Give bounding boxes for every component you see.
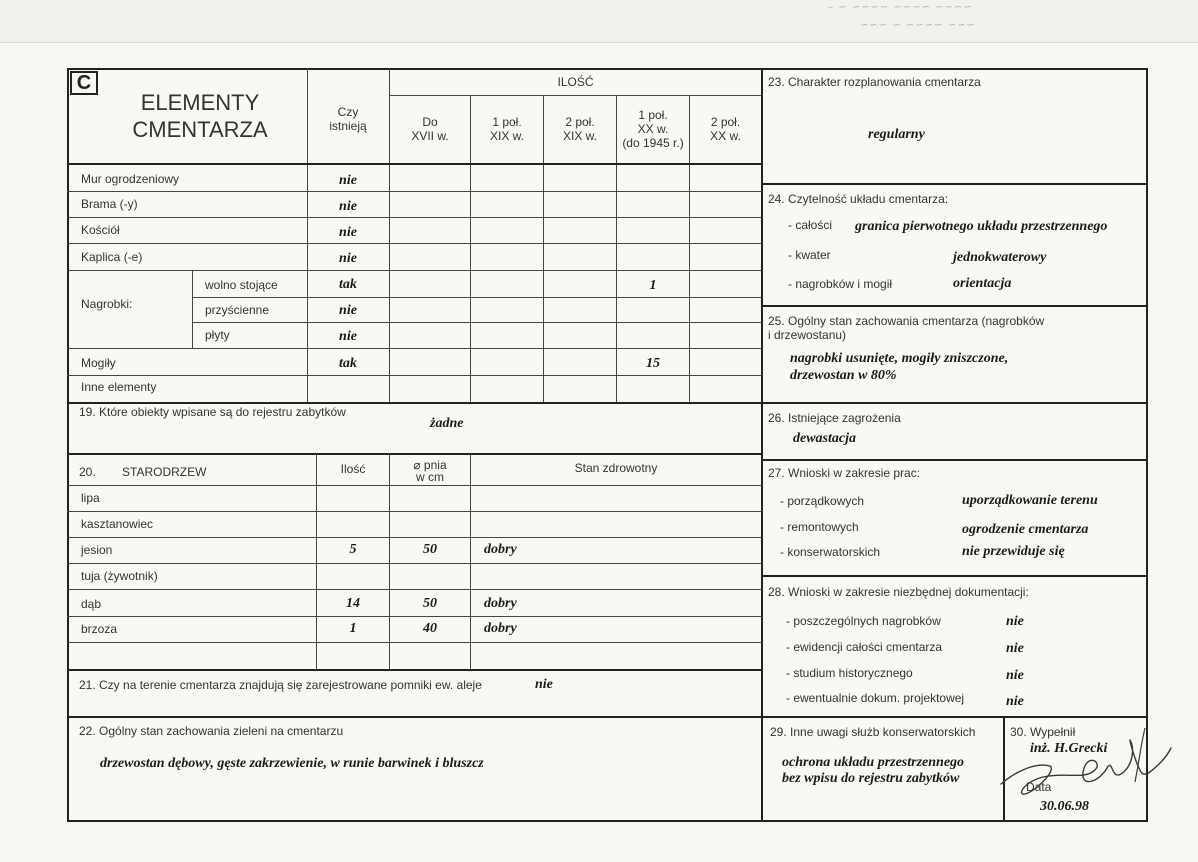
divider — [67, 163, 762, 165]
backing-sheet-edge — [0, 0, 1198, 43]
element-label: przyścienne — [205, 303, 270, 317]
q30-date-label: Data — [1026, 780, 1052, 794]
q21-answer: nie — [535, 677, 553, 692]
period-header: 1 poł. — [638, 108, 668, 122]
divider — [192, 322, 762, 323]
q24-item-label: - kwater — [788, 248, 831, 262]
element-label: Mogiły — [81, 356, 116, 370]
tree-name: lipa — [81, 491, 100, 505]
q24-item-answer: jednokwaterowy — [953, 250, 1047, 265]
element-exists: tak — [339, 277, 357, 292]
element-exists: tak — [339, 356, 357, 371]
element-label: Kościół — [81, 223, 120, 237]
q28-item-answer: nie — [1006, 694, 1024, 709]
tree-name: brzoza — [81, 622, 118, 636]
q25-label: 25. Ogólny stan zachowania cmentarza (nagrobków — [768, 314, 1045, 328]
q24-item-label: - nagrobków i mogił — [788, 277, 893, 291]
q23-label: 23. Charakter rozplanowania cmentarza — [768, 75, 981, 89]
element-exists: nie — [339, 251, 357, 266]
q28-label: 28. Wnioski w zakresie niezbędnej dokumentacji: — [768, 585, 1029, 599]
quantity-header: ILOŚĆ — [557, 75, 594, 89]
q23-answer: regularny — [868, 127, 925, 142]
q28-item-answer: nie — [1006, 614, 1024, 629]
q20-health-header: Stan zdrowotny — [574, 461, 658, 475]
element-exists: nie — [339, 173, 357, 188]
element-label: wolno stojące — [205, 278, 278, 292]
q27-item-label: - porządkowych — [780, 494, 865, 508]
q20-number: 20. — [79, 465, 96, 479]
q24-item-label: - całości — [788, 218, 833, 232]
q24-label: 24. Czytelność układu cmentarza: — [768, 192, 949, 206]
q27-label: 27. Wnioski w zakresie prac: — [768, 466, 921, 480]
q20-count-header: Ilość — [340, 462, 366, 476]
q21-label: 21. Czy na terenie cmentarza znajdują się zarejestrowane pomniki ew. aleje — [79, 678, 482, 692]
q20-title: STARODRZEW — [122, 465, 207, 479]
divider — [67, 589, 762, 590]
divider — [67, 669, 762, 671]
tree-diameter: 50 — [423, 542, 437, 557]
divider — [67, 191, 762, 192]
q28-item-label: - poszczególnych nagrobków — [786, 614, 941, 628]
divider — [67, 511, 762, 512]
element-quantity: 15 — [646, 356, 660, 371]
q28-item-label: - studium historycznego — [786, 666, 913, 680]
q28-item-answer: nie — [1006, 641, 1024, 656]
gravestones-label: Nagrobki: — [81, 297, 133, 311]
q26-answer: dewastacja — [793, 431, 856, 446]
element-label: Inne elementy — [81, 380, 157, 394]
divider — [67, 537, 762, 538]
q27-item-answer: uporządkowanie terenu — [962, 493, 1098, 508]
period-header: 2 poł. — [710, 115, 741, 129]
divider — [67, 217, 762, 218]
divider — [67, 375, 762, 376]
tree-health: dobry — [484, 621, 517, 636]
tree-name: dąb — [81, 597, 102, 611]
q29-answer: ochrona układu przestrzennego — [782, 755, 965, 770]
q22-label: 22. Ogólny stan zachowania zieleni na cmentarzu — [79, 724, 344, 738]
q20-diam-header: ⌀ pnia — [413, 458, 447, 472]
divider — [67, 616, 762, 617]
q28-item-label: - ewidencji całości cmentarza — [786, 640, 943, 654]
q27-item-label: - konserwatorskich — [780, 545, 881, 559]
tree-count: 5 — [349, 542, 357, 557]
divider — [316, 454, 317, 670]
element-label: Kaplica (-e) — [81, 250, 143, 264]
faint-stamp-marks-2: ∽∽∽ ∽ ∽∽∽∽ ∽∽∽ — [860, 20, 976, 31]
divider — [67, 642, 762, 643]
q30-label: 30. Wypełnił — [1010, 725, 1076, 739]
q25-answer: nagrobki usunięte, mogiły zniszczone, — [790, 351, 1009, 366]
q28-item-label: - ewentualnie dokum. projektowej — [786, 691, 965, 705]
divider-main — [761, 68, 763, 822]
tree-name: jesion — [81, 543, 113, 557]
divider — [389, 454, 390, 670]
element-exists: nie — [339, 225, 357, 240]
tree-diameter: 50 — [423, 596, 437, 611]
exists-header-line1: Czy — [337, 105, 359, 119]
period-header: XVII w. — [411, 129, 449, 143]
divider — [762, 402, 1148, 404]
q25-label: i drzewostanu) — [768, 328, 847, 342]
element-label: Brama (-y) — [81, 197, 138, 211]
divider — [67, 453, 762, 455]
elements-title-line2: CMENTARZA — [132, 117, 268, 142]
divider — [67, 563, 762, 564]
q28-item-answer: nie — [1006, 668, 1024, 683]
q27-item-answer: ogrodzenie cmentarza — [962, 522, 1089, 537]
divider — [192, 270, 193, 348]
divider — [470, 454, 471, 670]
period-header: Do — [422, 115, 438, 129]
exists-header-line2: istnieją — [329, 119, 367, 133]
divider — [762, 183, 1148, 185]
q22-answer: drzewostan dębowy, gęste zakrzewienie, w runie barwinek i bluszcz — [100, 756, 484, 771]
period-header: XIX w. — [562, 129, 597, 143]
form-frame — [67, 68, 1148, 822]
element-label: płyty — [205, 328, 230, 342]
tree-health: dobry — [484, 542, 517, 557]
tree-count: 14 — [346, 596, 360, 611]
q25-answer: drzewostan w 80% — [790, 368, 897, 383]
period-header: XX w. — [637, 122, 669, 136]
divider — [67, 270, 762, 271]
q29-answer: bez wpisu do rejestru zabytków — [782, 771, 960, 786]
section-letter: C — [70, 71, 98, 95]
period-header: XIX w. — [489, 129, 524, 143]
divider — [389, 95, 761, 96]
divider — [192, 297, 762, 298]
divider — [762, 575, 1148, 577]
divider — [67, 348, 762, 349]
tree-health: dobry — [484, 596, 517, 611]
tree-name: tuja (żywotnik) — [81, 569, 158, 583]
divider — [67, 402, 762, 404]
tree-name: kasztanowiec — [81, 517, 154, 531]
element-quantity: 1 — [649, 278, 657, 293]
signature — [995, 722, 1175, 802]
divider — [762, 305, 1148, 307]
tree-diameter: 40 — [423, 621, 437, 636]
element-exists: nie — [339, 199, 357, 214]
q27-item-answer: nie przewiduje się — [962, 544, 1065, 559]
element-exists: nie — [339, 329, 357, 344]
element-exists: nie — [339, 303, 357, 318]
q27-item-label: - remontowych — [780, 520, 859, 534]
q19-answer: żadne — [430, 416, 464, 431]
divider — [762, 459, 1148, 461]
divider — [67, 485, 762, 486]
tree-count: 1 — [349, 621, 357, 636]
faint-stamp-marks: – ∽ ∽∽∽∽ ∽∽∽∽ ∽∽∽∽ — [828, 2, 973, 13]
q24-item-answer: orientacja — [953, 276, 1012, 291]
divider — [67, 716, 1148, 718]
q20-diam-header: w cm — [416, 470, 444, 484]
divider — [67, 243, 762, 244]
q30-name: inż. H.Grecki — [1030, 741, 1108, 756]
q24-item-answer: granica pierwotnego układu przestrzennego — [855, 219, 1108, 234]
q19-label: 19. Które obiekty wpisane są do rejestru zabytków — [79, 405, 346, 419]
elements-title-line1: ELEMENTY — [140, 90, 260, 115]
q29-label: 29. Inne uwagi służb konserwatorskich — [770, 725, 976, 739]
period-header: 1 poł. — [492, 115, 522, 129]
period-header: 2 poł. — [565, 115, 595, 129]
element-label: Mur ogrodzeniowy — [81, 172, 180, 186]
period-header: (do 1945 r.) — [622, 136, 684, 150]
q26-label: 26. Istniejące zagrożenia — [768, 411, 901, 425]
q30-date: 30.06.98 — [1040, 799, 1089, 814]
period-header: XX w. — [710, 129, 741, 143]
